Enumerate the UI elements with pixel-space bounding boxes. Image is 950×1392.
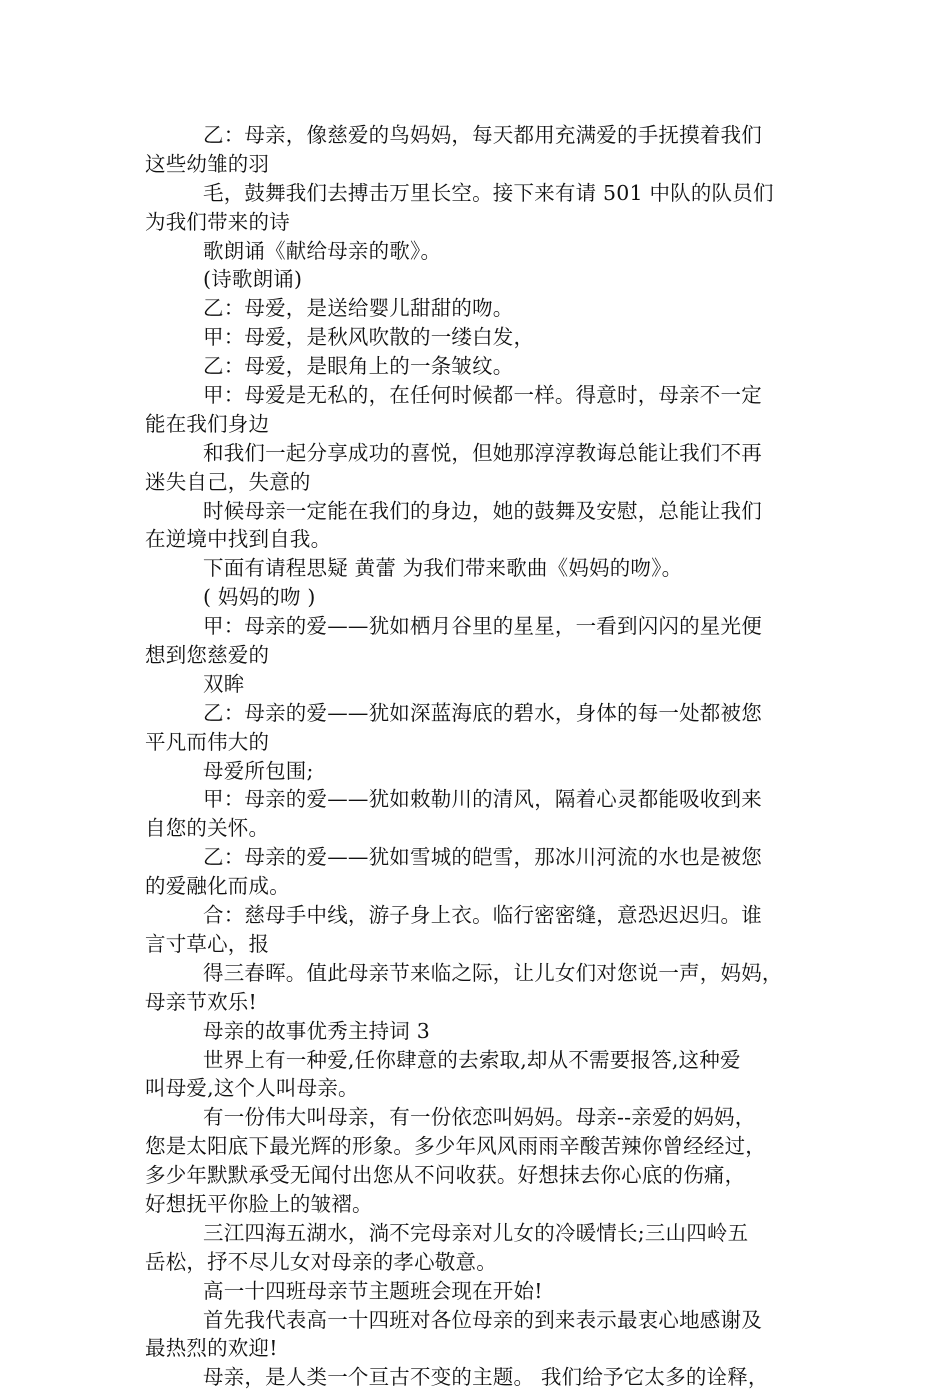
text-line: 有一份伟大叫母亲，有一份依恋叫妈妈。母亲--亲爱的妈妈， [203,1105,756,1130]
text-line: 母亲节欢乐! [145,989,257,1014]
text-line: 和我们一起分享成功的喜悦，但她那淳淳教诲总能让我们不再 [203,440,762,465]
text-line: 平凡而伟大的 [145,729,270,754]
text-line: 的爱融化而成。 [145,874,290,899]
text-line: 想到您慈爱的 [145,643,270,668]
text-line: 甲：母爱，是秋风吹散的一缕白发， [203,325,535,350]
text-line: 乙：母爱，是眼角上的一条皱纹。 [203,354,514,379]
text-line: 这些幼雏的羽 [145,151,270,176]
text-line: 时候母亲一定能在我们的身边，她的鼓舞及安慰，总能让我们 [203,498,762,523]
text-line: 乙：母亲，像慈爱的鸟妈妈，每天都用充满爱的手抚摸着我们 [203,123,762,147]
text-line: 得三春晖。值此母亲节来临之际，让儿女们对您说一声，妈妈， [203,960,783,985]
text-line: 双眸 [203,671,245,696]
text-line: 母亲的故事优秀主持词 3 [203,1018,430,1043]
text-line: 乙：母亲的爱——犹如雪城的皑雪，那冰川河流的水也是被您 [203,845,762,870]
text-line: 迷失自己，失意的 [145,469,311,494]
text-line: 母亲，是人类一个亘古不变的主题。 我们给予它太多的诠释， [203,1365,769,1390]
text-line: 乙：母亲的爱——犹如深蓝海底的碧水，身体的每一处都被您 [203,700,762,725]
text-line: 三江四海五湖水，淌不完母亲对儿女的冷暖情长;三山四岭五 [203,1220,749,1245]
text-line: 您是太阳底下最光辉的形象。多少年风风雨雨辛酸苦辣你曾经经过， [145,1134,766,1159]
text-line: 乙：母爱，是送给婴儿甜甜的吻。 [203,296,514,321]
text-line: 叫母爱,这个人叫母亲。 [145,1076,359,1101]
text-line: 甲：母爱是无私的，在任何时候都一样。得意时，母亲不一定 [203,383,762,408]
text-line: 甲：母亲的爱——犹如栖月谷里的星星，一看到闪闪的星光便 [203,614,762,639]
text-line: ( 妈妈的吻 ) [203,585,316,610]
text-line: 言寸草心，报 [145,931,270,956]
text-line: 在逆境中找到自我。 [145,527,332,552]
document-body [145,121,815,1392]
text-line: 歌朗诵《献给母亲的歌》。 [203,238,442,263]
text-line: 自您的关怀。 [145,816,270,841]
text-line: 为我们带来的诗 [145,209,290,234]
text-line: 甲：母亲的爱——犹如敕勒川的清风，隔着心灵都能吸收到来 [203,787,762,812]
text-line: 能在我们身边 [145,411,270,436]
text-line: 世界上有一种爱,任你肆意的去索取,却从不需要报答,这种爱 [203,1047,741,1072]
text-line: 下面有请程思疑 黄蕾 为我们带来歌曲《妈妈的吻》。 [203,556,683,581]
text-line: 高一十四班母亲节主题班会现在开始! [203,1278,543,1303]
text-line: 岳松，抒不尽儿女对母亲的孝心敬意。 [145,1249,497,1274]
text-line: 母爱所包围; [203,758,314,783]
text-line: 首先我代表高一十四班对各位母亲的到来表示最衷心地感谢及 [203,1307,762,1332]
text-line: (诗歌朗诵) [203,267,303,292]
text-line: 多少年默默承受无闻付出您从不问收获。好想抹去你心底的伤痛， [145,1163,746,1188]
text-line: 好想抚平你脸上的皱褶。 [145,1191,373,1216]
text-line: 最热烈的欢迎! [145,1336,278,1361]
text-line: 合：慈母手中线，游子身上衣。临行密密缝，意恐迟迟归。谁 [203,903,762,928]
text-line: 毛，鼓舞我们去搏击万里长空。接下来有请 501 中队的队员们 [203,180,774,205]
